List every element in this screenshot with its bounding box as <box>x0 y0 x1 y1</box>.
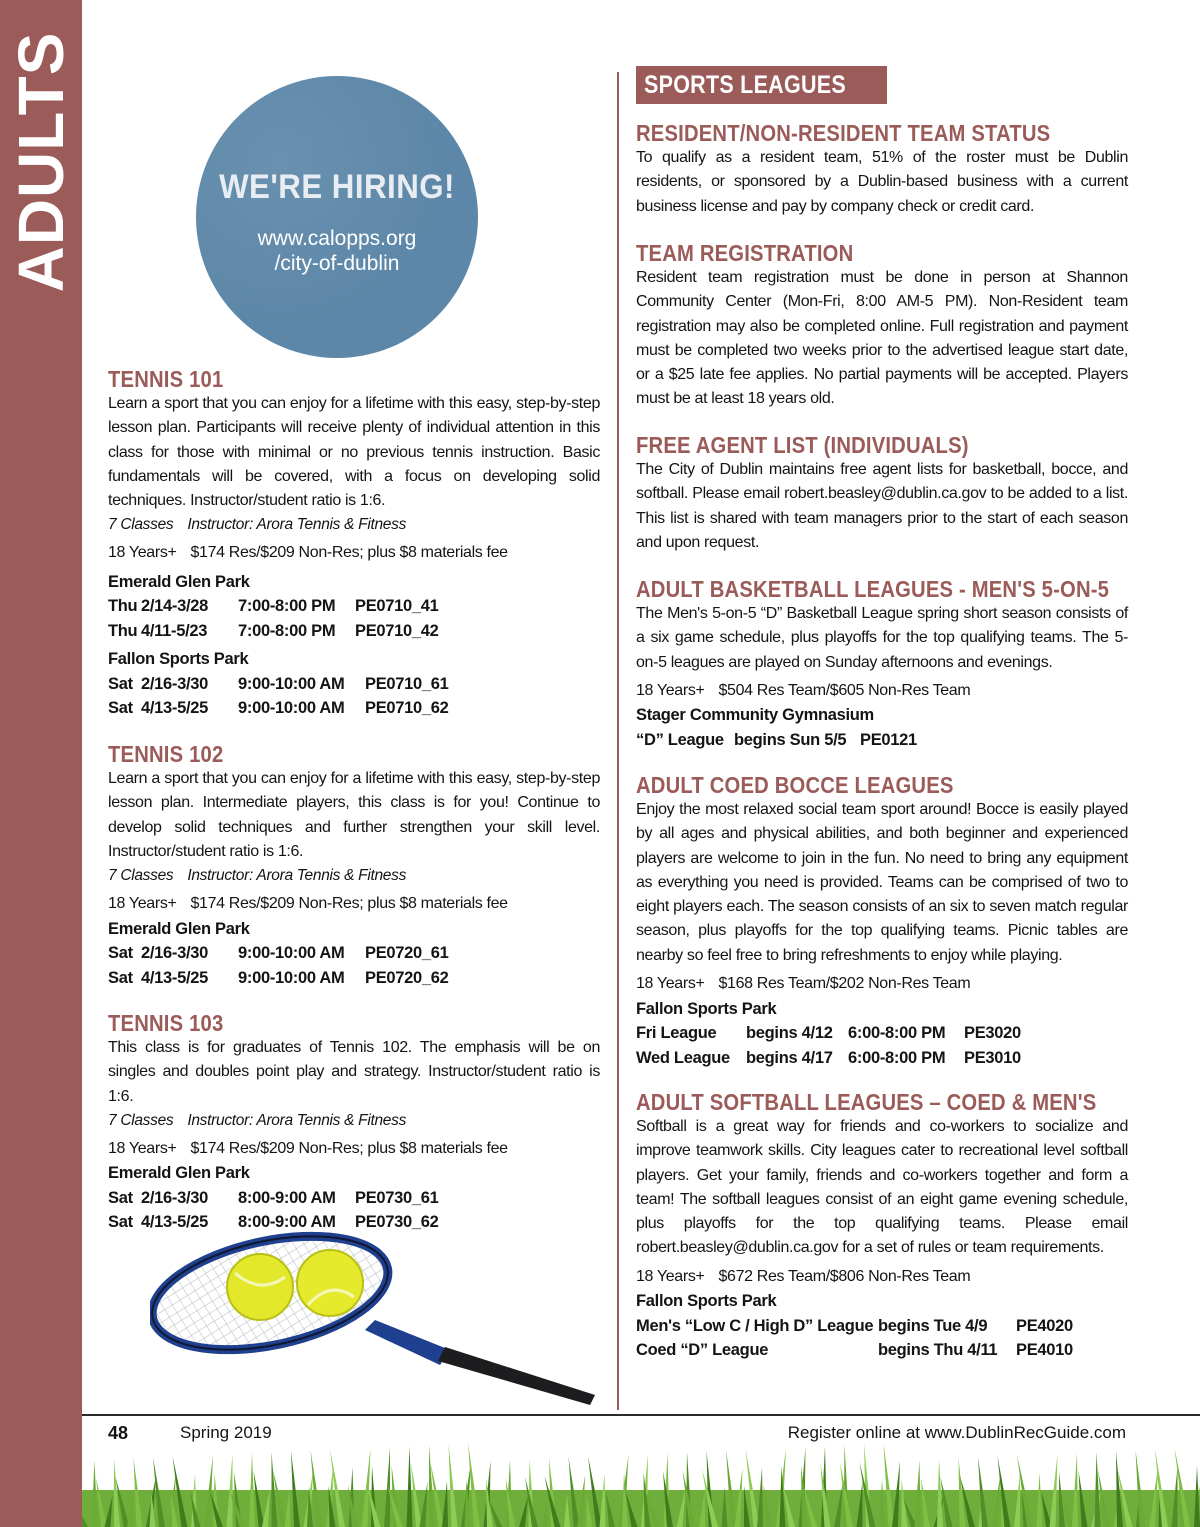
tennis-101-instructor: Instructor: Arora Tennis & Fitness <box>187 516 407 534</box>
hiring-url-line2[interactable]: /city-of-dublin <box>274 252 400 275</box>
tennis-102-description: Learn a sport that you can enjoy for a lifetime with this easy, step-by-step lesson plan. Intermediate players, this class is for you! Continue to develop solid techniques and further strengthen your skill level. Instructor/student ratio is 1:6. <box>108 770 600 860</box>
tennis-103-fee: $174 Res/$209 Non-Res; plus $8 materials fee <box>190 1139 508 1157</box>
free-agent-description: The City of Dublin maintains free agent lists for basketball, bocce, and softball. Please email robert.beasley@dublin.ca.gov to be added to a list. This list is shared with team managers prior to the start of each season and upon request. <box>636 461 1128 551</box>
tennis-102-age: 18 Years+ <box>108 895 177 913</box>
team-registration-title: TEAM REGISTRATION <box>636 240 854 266</box>
schedule-row: Sat 2/16-3/30 9:00-10:00 AM PE0710_61 <box>108 674 449 693</box>
bocce-price <box>636 972 1128 997</box>
footer-rule <box>82 1414 1200 1416</box>
tennis-101-fee: $174 Res/$209 Non-Res; plus $8 materials fee <box>190 544 508 562</box>
tennis-101-location-2: Fallon Sports Park <box>108 650 249 669</box>
tennis-101-description: Learn a sport that you can enjoy for a lifetime with this easy, step-by-step lesson plan. Participants will receive plenty of individual attention in this class for those with minimal or no previous tennis instruction. Basic fundamentals will be covered, with a focus on developing solid techniques. Instructor/student ratio is 1:6. <box>108 395 600 510</box>
tennis-racket-image <box>150 1225 600 1405</box>
schedule-row: Wed League begins 4/17 6:00-8:00 PM PE3010 <box>636 1048 1021 1067</box>
sidebar <box>0 0 82 1527</box>
tennis-103-description: This class is for graduates of Tennis 102. The emphasis will be on singles and doubles point play and strategy. Instructor/student ratio is 1:6. <box>108 1039 600 1105</box>
tennis-102-instructor: Instructor: Arora Tennis & Fitness <box>187 867 407 885</box>
footer-register-link[interactable]: Register online at www.DublinRecGuide.com <box>787 1423 1126 1442</box>
schedule-row: Thu 2/14-3/28 7:00-8:00 PM PE0710_41 <box>108 597 439 616</box>
tennis-102-section <box>108 741 600 990</box>
tennis-103-classes: 7 Classes <box>108 1111 174 1129</box>
basketball-section <box>636 576 1128 752</box>
bocce-fee: $168 Res Team/$202 Non-Res Team <box>718 975 971 993</box>
sidebar-label <box>0 31 82 293</box>
bocce-age: 18 Years+ <box>636 975 705 993</box>
softball-description: Softball is a great way for friends and co-workers to socialize and improve teamwork skills. City leagues cater to recreational level softball players. Get your family, friends and co-workers together and form a team! The softball leagues consist of an eight game evening schedule, plus playoffs for the top qualifying teams. Please email robert.beasley@dublin.ca.gov for a set of rules or team requirements. <box>636 1118 1128 1257</box>
team-status-title: RESIDENT/NON-RESIDENT TEAM STATUS <box>636 120 1051 146</box>
basketball-age: 18 Years+ <box>636 681 705 699</box>
softball-price <box>636 1265 1128 1290</box>
schedule-row: Thu 4/11-5/23 7:00-8:00 PM PE0710_42 <box>108 621 439 640</box>
tennis-102-fee: $174 Res/$209 Non-Res; plus $8 materials fee <box>190 895 508 913</box>
schedule-row: “D” League begins Sun 5/5 PE0121 <box>636 730 917 749</box>
schedule-row: Sat 4/13-5/25 9:00-10:00 AM PE0710_62 <box>108 699 449 718</box>
tennis-101-meta <box>108 513 600 537</box>
grass-blade <box>1095 1452 1101 1527</box>
bocce-description: Enjoy the most relaxed social team sport around! Bocce is easily played by all ages and physical abilities, and both beginner and experienced players are welcome to join in the fun. No need to bring any equipment as everything you need is provided. Teams can be comprised of two to eight players each. The season consists of an six to seven match regular season, plus playoffs for the top qualifying teams. Picnic tables are nearby so feel free to bring refreshments to enjoy while playing. <box>636 801 1128 964</box>
tennis-101-classes: 7 Classes <box>108 516 174 534</box>
tennis-103-location-1: Emerald Glen Park <box>108 1164 250 1183</box>
tennis-103-meta <box>108 1109 600 1133</box>
tennis-101-age: 18 Years+ <box>108 544 177 562</box>
team-registration-section <box>636 240 1128 412</box>
tennis-102-location-1: Emerald Glen Park <box>108 919 250 938</box>
tennis-101-section <box>108 366 600 721</box>
free-agent-title: FREE AGENT LIST (INDIVIDUALS) <box>636 432 969 458</box>
column-divider <box>617 72 619 1410</box>
tennis-102-title: TENNIS 102 <box>108 741 224 767</box>
tennis-101-title: TENNIS 101 <box>108 366 224 392</box>
schedule-row: Men's “Low C / High D” League begins Tue 4/9 PE4020 <box>636 1316 1073 1335</box>
tennis-103-title: TENNIS 103 <box>108 1010 224 1036</box>
section-tab-adults: ADULTS <box>5 31 77 293</box>
schedule-row: Fri League begins 4/12 6:00-8:00 PM PE3020 <box>636 1024 1021 1043</box>
bocce-location: Fallon Sports Park <box>636 999 777 1018</box>
tennis-103-price <box>108 1137 600 1162</box>
team-status-section <box>636 120 1128 219</box>
basketball-title: ADULT BASKETBALL LEAGUES - MEN'S 5-ON-5 <box>636 576 1110 602</box>
tennis-101-location-1: Emerald Glen Park <box>108 572 250 591</box>
basketball-location: Stager Community Gymnasium <box>636 706 874 725</box>
grass-border-image <box>82 1440 1200 1527</box>
basketball-price <box>636 679 1128 704</box>
basketball-description: The Men's 5-on-5 “D” Basketball League spring short season consists of a six game schedule, plus playoffs for the top qualifying teams. The 5-on-5 leagues are played on Sunday afternoons and evenings. <box>636 605 1128 671</box>
sports-leagues-banner: SPORTS LEAGUES <box>636 66 887 104</box>
team-registration-description: Resident team registration must be done in person at Shannon Community Center (Mon-Fri, 8:00 AM-5 PM). Non-Resident team registration may also be completed online. Full registration and payment must be completed two weeks prior to the advertised league start date, or a $25 late fee applies. No partial payments will be accepted. Players must be at least 18 years old. <box>636 269 1128 408</box>
tennis-102-meta <box>108 864 600 888</box>
softball-location: Fallon Sports Park <box>636 1292 777 1311</box>
schedule-row: Sat 4/13-5/25 8:00-9:00 AM PE0730_62 <box>108 1213 439 1232</box>
tennis-102-classes: 7 Classes <box>108 867 174 885</box>
team-status-description: To qualify as a resident team, 51% of the roster must be Dublin residents, or sponsored by a Dublin-based business with a current business license and pay by company check or credit card. <box>636 149 1128 215</box>
softball-section <box>636 1089 1128 1363</box>
softball-age: 18 Years+ <box>636 1267 705 1285</box>
schedule-row: Sat 4/13-5/25 9:00-10:00 AM PE0720_62 <box>108 968 449 987</box>
bocce-section <box>636 772 1128 1070</box>
hiring-badge <box>196 76 478 358</box>
bocce-title: ADULT COED BOCCE LEAGUES <box>636 772 954 798</box>
basketball-fee: $504 Res Team/$605 Non-Res Team <box>718 681 971 699</box>
tennis-101-price <box>108 541 600 566</box>
grass-blade <box>407 1446 413 1527</box>
schedule-row: Sat 2/16-3/30 9:00-10:00 AM PE0720_61 <box>108 944 449 963</box>
hiring-url[interactable] <box>196 226 478 276</box>
tennis-103-instructor: Instructor: Arora Tennis & Fitness <box>187 1111 407 1129</box>
grass-blade <box>384 1447 390 1527</box>
tennis-103-section <box>108 1010 600 1235</box>
schedule-row: Coed “D” League begins Thu 4/11 PE4010 <box>636 1341 1073 1360</box>
hiring-title: WE'RE HIRING! <box>219 168 455 206</box>
softball-fee: $672 Res Team/$806 Non-Res Team <box>718 1267 971 1285</box>
free-agent-section <box>636 432 1128 555</box>
schedule-row: Sat 2/16-3/30 8:00-9:00 AM PE0730_61 <box>108 1188 439 1207</box>
hiring-url-line1[interactable]: www.calopps.org <box>257 227 417 250</box>
tennis-102-price <box>108 892 600 917</box>
softball-title: ADULT SOFTBALL LEAGUES – COED & MEN'S <box>636 1089 1097 1115</box>
tennis-103-age: 18 Years+ <box>108 1139 177 1157</box>
page-number: 48 <box>108 1423 129 1443</box>
footer-season: Spring 2019 <box>180 1423 272 1442</box>
